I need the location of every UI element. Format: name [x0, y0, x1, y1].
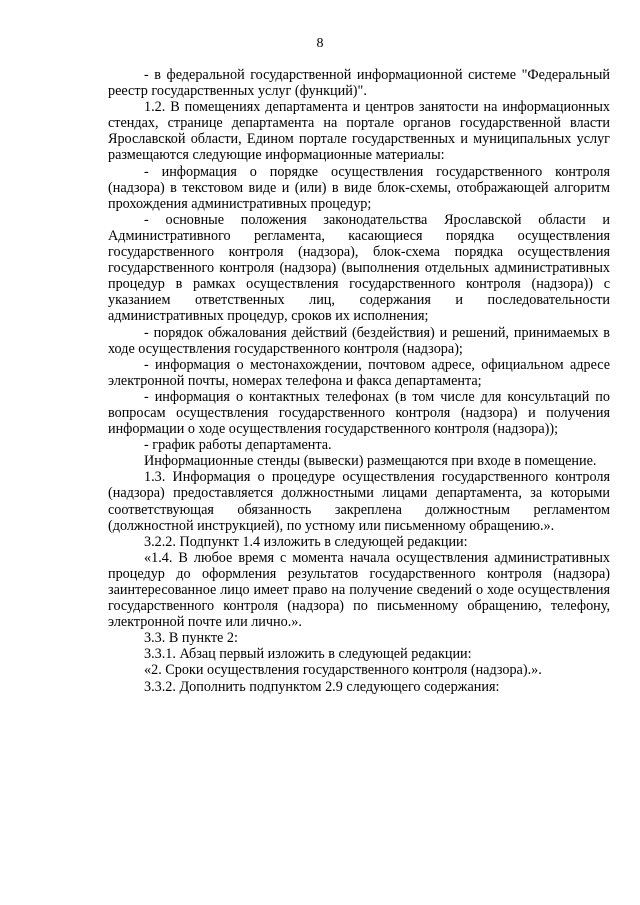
paragraph-contact-phones: - информация о контактных телефонах (в том числе для консультаций по вопросам осуществления государственного контроля (надзора) и получения информации о ходе осуществления государственного контроля (надзора));	[108, 388, 610, 438]
page-number: 8	[316, 36, 324, 51]
paragraph-3-3-1: 3.3.1. Абзац первый изложить в следующей редакции:	[144, 646, 472, 663]
paragraph-3-2-2: 3.2.2. Подпункт 1.4 изложить в следующей редакции:	[144, 533, 468, 550]
paragraph-location-info: - информация о местонахождении, почтовом адресе, официальном адресе электронной почты, номерах телефона и факса департамента;	[108, 356, 610, 389]
paragraph-3-3-2: 3.3.2. Дополнить подпунктом 2.9 следующего содержания:	[144, 678, 500, 695]
paragraph-1-3: 1.3. Информация о процедуре осуществления государственного контроля (надзора) предоставляется должностными лицами департамента, за которыми соответствующая обязанность закреплена должностным регламентом (должностной инструкцией), по устному или письменному обращению.».	[108, 469, 610, 534]
paragraph-legislation-provisions: - основные положения законодательства Ярославской области и Административного регламента, касающиеся порядка осуществления государственного контроля (надзора), блок-схема порядка осуществления государственного контроля (надзора) (выполнения отдельных административных процедур в рамках осуществления государственного контроля (надзора)) с указанием ответственных лиц, содержания и последовательности административных процедур, сроков их исполнения;	[108, 211, 610, 325]
paragraph-1-2: 1.2. В помещениях департамента и центров занятости на информационных стендах, странице департамента на портале органов государственной власти Ярославской области, Едином портале государственных и муниципальных услуг размещаются следующие информационные материалы:	[108, 99, 610, 164]
paragraph-section-2-title: «2. Сроки осуществления государственного контроля (надзора).».	[144, 662, 542, 679]
paragraph-1-4: «1.4. В любое время с момента начала осуществления административных процедур до оформления результатов государственного контроля (надзора) заинтересованное лицо имеет право на получение сведений о ходе осуществления государственного контроля (надзора) по письменному обращению, телефону, электронной почте или лично.».	[108, 549, 610, 631]
paragraph-work-schedule: - график работы департамента.	[144, 437, 332, 454]
paragraph-3-3: 3.3. В пункте 2:	[144, 630, 238, 647]
paragraph-control-procedure-info: - информация о порядке осуществления государственного контроля (надзора) в текстовом виде и (или) в виде блок-схемы, отображающей алгоритм прохождения административных процедур;	[108, 163, 610, 212]
paragraph-federal-registry: - в федеральной государственной информационной системе "Федеральный реестр государственных услуг (функций)".	[108, 67, 610, 100]
document-body	[108, 67, 610, 695]
paragraph-appeal-procedure: - порядок обжалования действий (бездействия) и решений, принимаемых в ходе осуществления государственного контроля (надзора);	[108, 324, 610, 357]
paragraph-info-stands: Информационные стенды (вывески) размещаются при входе в помещение.	[144, 453, 597, 470]
